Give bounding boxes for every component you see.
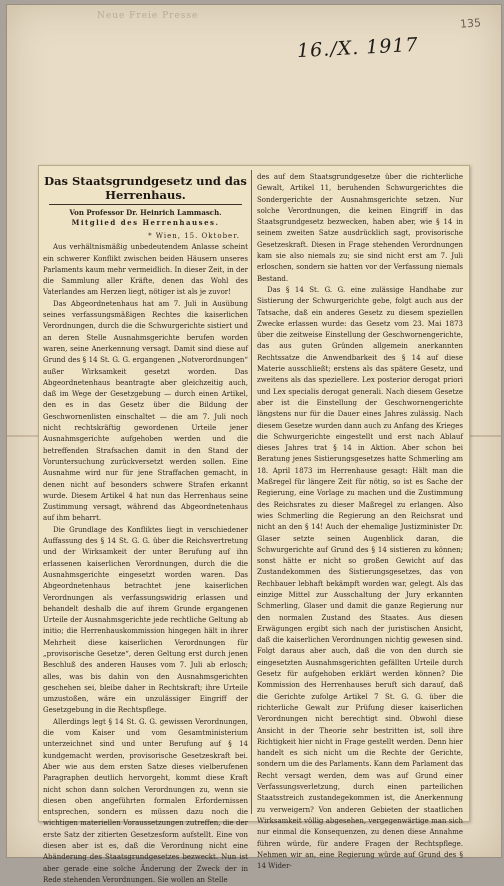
article-title: Das Staatsgrundgesetz und das Herrenhaus. xyxy=(44,174,247,202)
article-column-left xyxy=(43,172,248,884)
paragraph: Aus verhältnismäßig unbedeutendem Anlasse scheint ein schwerer Konflikt zwischen beiden Häusern unseres Parlaments kaum mehr vermeidlich. In dieser Zeit, in der die Sammlung aller Kräfte, denen das Wohl des Vaterlandes am Herzen liegt, nötiger ist als je zuvor! xyxy=(43,243,248,297)
paragraph: Die Grundlage des Konfliktes liegt in verschiedener Auffassung des § 14 St. G. G. über die Reichsvertretung und der Wirksamkeit der unter Berufung auf ihn erlassenen kaiserlichen Verordnungen, durch die die Ausnahmsgerichte eingesetzt worden waren. Das Abgeordnetenhaus betrachtet jene kaiserlichen Verordnungen als verfassungswidrig erlassen und behandelt deshalb die auf ihrem Grunde ergangenen Urteile der Ausnahmsgerichte jede rechtliche Geltung ab initio; die Herrenhauskommission hingegen hält in ihrer Mehrheit diese kaiserlichen Verordnungen für „provisorische Gesetze“, deren Geltung erst durch jenen Beschluß des anderen Hauses vom 7. Juli ab erlosch; alles, was bis dahin von den Ausnahmsgerichten geschehen sei, bleibe daher in Rechtskraft; ihre Urteile umzustoßen, wäre ein unzulässiger Eingriff der Gesetzgebung in die Rechtspflege. xyxy=(43,525,248,715)
paragraph: Das Abgeordnetenhaus hat am 7. Juli in Ausübung seines verfassungsmäßigen Rechtes die kaiserlichen Verordnungen, durch die die Schwurgerichte sistiert und an deren Stelle Ausnahmsgerichte berufen worden waren, seine Anerkennung versagt. Damit sind diese auf Grund des § 14 St. G. G. ergangenen „Notverordnungen“ außer Wirksamkeit gesetzt worden. Das Abgeordnetenhaus beantragte aber gleichzeitig auch, daß im Wege der Gesetzgebung — durch einen Artikel, den es in das Gesetz über die Bildung der Geschwornenlisten einschaltet — die am 7. Juli noch nicht rechtskräftig gewordenen Urteile jener Ausnahmsgerichte aufgehoben werden und die betreffenden Strafsachen damit in den Stand der Voruntersuchung zurückversetzt werden sollen. Eine Ausnahme wird nur für jene Straffachen gemacht, in denen nicht auf besonders schwere Strafen erkannt wurde. Diesem Artikel 4 hat nun das Herrenhaus seine Zustimmung versagt, während das Abgeordnetenhaus auf ihm beharrt. xyxy=(43,299,248,523)
paragraph: Allerdings legt § 14 St. G. G. gewissen Verordnungen, die vom Kaiser und vom Gesamtministerium unterzeichnet sind und unter Berufung auf § 14 kundgemacht werden, provisorische Gesetzeskraft bei. Aber wie aus dem ersten Satze dieses vielberufenen Paragraphen deutlich hervorgeht, kommt diese Kraft nicht schon dann solchen Verordnungen zu, wenn sie diesen oben angeführten formalen Erfordernissen entsprechen, sondern es müssen dazu noch die wichtigen materiellen Voraussetzungen zutreffen, die der erste Satz der zitierten Gesetzesform aufstellt. Eine von diesen aber ist es, daß die Verordnung nicht eine Abänderung des Staatsgrundgesetzes bezweckt. Nun ist aber gerade eine solche Änderung der Zweck der in Rede stehenden Verordnungen. Sie wollen an Stelle xyxy=(43,717,248,884)
paragraph: des auf dem Staatsgrundgesetze über die richterliche Gewalt, Artikel 11, beruhenden Schwurgerichtes die Sondergerichte der Ausnahmsgerichte setzen. Nur solche Verordnungen, die keinen Eingriff in das Staatsgrundgesetz bezwecken, haben aber, wie § 14 in seinem zweiten Satze ausdrücklich sagt, provisorische Gesetzeskraft. Diesen in Frage stehenden Verordnungen kam sie also niemals zu; sie sind nicht erst am 7. Juli erloschen, sondern sie hatten vor der Verfassung niemals Bestand. xyxy=(257,173,463,283)
handwritten-date: 16./X. 1917 xyxy=(296,33,420,63)
page-number: 135 xyxy=(459,16,482,31)
bleed-through-text: Neue Freie Presse xyxy=(97,11,199,21)
article-column-right xyxy=(257,172,463,871)
author-role: Mitglied des Herrenhauses. xyxy=(71,218,220,227)
newspaper-clipping xyxy=(38,165,470,884)
paragraph: Das § 14 St. G. G. eine zulässige Handhabe zur Sistierung der Schwurgerichte gebe, folgt auch aus der Tatsache, daß ein anderes Gesetz zu diesem speziellen Zwecke erlassen wurde: das Gesetz vom 23. Mai 1873 über die zeitweise Einstellung der Geschwornengerichte, das aus guten Gründen allgemein anerkannten Rechtssatze die Anwendbarkeit des § 14 auf diese Materie ausschließt; erstens als das spätere Gesetz, und zweitens als das speziellere. Lex posterior derogat priori und Lex specialis derogat generali. Nach diesem Gesetze aber ist die Einstellung der Geschwornengerichte längstens nur für die Dauer eines Jahres zulässig. Nach diesem Gesetze wurden dann auch zu Anfang des Krieges die Schwurgerichte eingestellt und erst nach Ablauf dieses Jahres trat § 14 in Aktion. Aber schon bei Beratung jenes Sistierungsgesetzes hatte Schmerling am 18. April 1873 im Herrenhause gesagt: Hält man die Maßregel für längere Zeit für nötig, so ist es Sache der Regierung, eine Vorlage zu machen und die Zustimmung des Reichsrates zu dieser Maßregel zu erlangen. Also wies Schmerling die Regierung an den Reichsrat und nicht an den § 14! Auch der ehemalige Justizminister Dr. Glaser setzte seinen Augenblick daran, die Schwurgerichte auf Grund des § 14 sistieren zu können; sonst hätte er nicht so großen Gewicht auf das Zustandekommen des Sistierungsgesetzes, das von Rechbauer lebhaft bekämpft worden war, gelegt. Als das einzige Mittel zur Ausschaltung der Jury erkannten Schmerling, Glaser und damit die ganze Regierung nur den normalen Zustand des Staates. Aus diesen Erwägungen ergibt sich nach der juristischen Ansicht, daß die kaiserlichen Verordnungen nichtig gewesen sind. Folgt daraus aber auch, daß die von den durch sie eingesetzten Ausnahmsgerichten gefällten Urteile durch Gesetz für aufgehoben erklärt werden können? Die Kommission des Herrenhauses beruft sich darauf, daß die Gerichte zufolge Artikel 7 St. G. G. über die richterliche Gewalt zur Prüfung dieser kaiserlichen Verordnungen nicht berechtigt sind. Obwohl diese Ansicht in der Theorie sehr bestritten ist, soll ihre Richtigkeit hier nicht in Frage gestellt werden. Denn hier handelt es sich nicht um die Rechte der Gerichte, sondern um die des Parlaments. Kann dem Parlament das Recht versagt werden, dem was auf Grund einer Verfassungsverletzung, durch einen parteilichen Staatsstreich zustandegekommen ist, die Anerkennung zu verweigern? Von anderen Gebieten der staatlichen Wirksamkeit völlig abgesehen, vergegenwärtige man sich nur einmal die Konsequenzen, zu denen diese Annahme führen würde, für andere Fragen der Rechtspflege. Nehmen wir an, eine Regierung würde auf Grund des § 14 Wider- xyxy=(257,285,463,871)
title-rule xyxy=(49,204,242,205)
column-divider xyxy=(251,170,252,814)
article-dateline: * Wien, 15. Oktober. xyxy=(148,232,240,240)
article-author: Von Professor Dr. Heinrich Lammasch. xyxy=(69,208,222,217)
